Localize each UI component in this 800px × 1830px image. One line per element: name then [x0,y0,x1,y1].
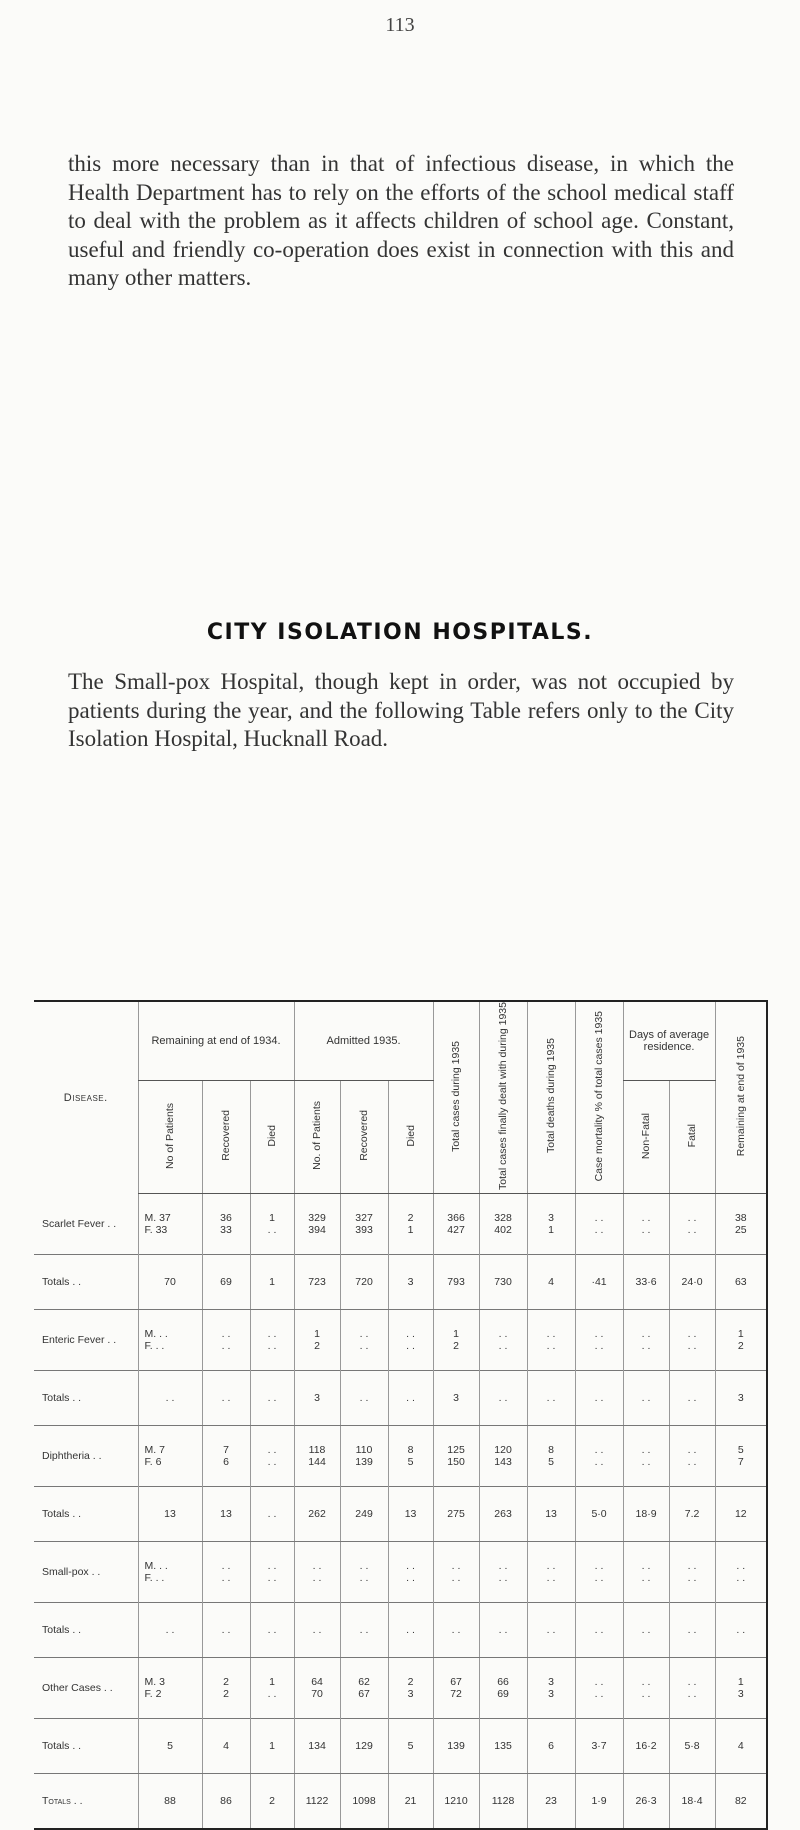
page-number: 113 [385,14,415,36]
table-cell: 110 [340,1425,388,1456]
table-cell: . . [669,1425,715,1456]
totals-row [34,1486,767,1541]
totals-cell: 18·9 [623,1486,669,1541]
totals-cell: 275 [433,1486,479,1541]
disease-name: Diphtheria . . [42,1449,102,1462]
table-cell: 70 [294,1688,340,1719]
totals-row [34,1370,767,1425]
table-cell: 427 [433,1224,479,1255]
non-fatal-header: Non-Fatal [623,1081,669,1194]
totals-cell: 13 [138,1486,202,1541]
totals-cell: 134 [294,1718,340,1773]
totals-cell: . . [715,1602,767,1657]
grand-totals-row [34,1773,767,1829]
totals-cell: . . [138,1370,202,1425]
table-row [34,1688,767,1719]
totals-cell: . . [250,1486,294,1541]
table-cell: 7 [715,1456,767,1487]
totals-cell: . . [250,1602,294,1657]
table-row [34,1340,767,1371]
grand-totals-cell: 1122 [294,1773,340,1829]
table-cell: M. 7 [138,1425,202,1456]
table-cell: 327 [340,1193,388,1224]
table-cell: . . [623,1657,669,1688]
table-cell: . . [575,1425,623,1456]
totals-cell: . . [433,1602,479,1657]
totals-cell: 24·0 [669,1254,715,1309]
table-cell: 328 [479,1193,527,1224]
totals-cell: . . [669,1370,715,1425]
totals-cell: . . [340,1370,388,1425]
totals-cell: . . [202,1602,250,1657]
table-cell: 3 [527,1193,575,1224]
totals-cell: 13 [202,1486,250,1541]
table-cell: . . [527,1309,575,1340]
totals-row [34,1718,767,1773]
remaining-patients-header: No of Patients [138,1081,202,1194]
totals-cell: 129 [340,1718,388,1773]
totals-cell: 5 [388,1718,433,1773]
table-cell: 1 [715,1309,767,1340]
table-cell: . . [479,1340,527,1371]
table-cell: . . [433,1541,479,1572]
table-cell: 66 [479,1657,527,1688]
table-cell: . . [715,1572,767,1603]
table-cell: . . [623,1456,669,1487]
table-cell: 1 [250,1657,294,1688]
table-row [34,1456,767,1487]
table-cell: . . [250,1572,294,1603]
disease-name: Enteric Fever . . [42,1333,117,1346]
table-cell: . . [669,1572,715,1603]
isolation-hospital-table [34,1000,768,1830]
table-cell: . . [623,1425,669,1456]
table-cell: . . [575,1456,623,1487]
grand-totals-cell: 21 [388,1773,433,1829]
intro-paragraph: this more necessary than in that of infectious disease, in which the Health Department has to rely on the efforts of the school medical staff to deal with the problem as it affects children of school age. Constant, useful and friendly co-operation does exist in connection with this and many other matters. [68,151,734,291]
table-cell: . . [250,1425,294,1456]
table-cell: 2 [202,1688,250,1719]
totals-cell: 16·2 [623,1718,669,1773]
totals-cell: 3 [433,1370,479,1425]
totals-cell: 63 [715,1254,767,1309]
totals-cell: 4 [527,1254,575,1309]
table-cell: . . [527,1541,575,1572]
totals-cell: 3 [294,1370,340,1425]
totals-cell: 70 [138,1254,202,1309]
table-row [34,1541,767,1572]
totals-label: Totals . . [34,1602,138,1657]
table-cell: 5 [388,1456,433,1487]
table-row [34,1193,767,1224]
table-cell: . . [479,1541,527,1572]
totals-label: Totals . . [34,1486,138,1541]
disease-name: Scarlet Fever . . [42,1217,117,1230]
totals-label: Totals . . [34,1718,138,1773]
table-cell: 2 [715,1340,767,1371]
grand-totals-cell: 2 [250,1773,294,1829]
grand-totals-cell: 1098 [340,1773,388,1829]
totals-label: Totals . . [34,1254,138,1309]
table-cell: 33 [202,1224,250,1255]
table-cell: M. . . [138,1309,202,1340]
table-cell: 3 [527,1688,575,1719]
table-row [34,1309,767,1340]
table-cell: . . [340,1572,388,1603]
totals-cell: . . [623,1602,669,1657]
totals-cell: 6 [527,1718,575,1773]
admitted-died-header: Died [388,1081,433,1194]
grand-totals-cell: 1210 [433,1773,479,1829]
table-cell: . . [669,1309,715,1340]
table-cell: F. 33 [138,1224,202,1255]
table-cell: . . [575,1688,623,1719]
table-cell: . . [623,1541,669,1572]
table-cell: . . [250,1688,294,1719]
table-cell: . . [575,1657,623,1688]
totals-cell: 249 [340,1486,388,1541]
totals-cell: 3 [388,1254,433,1309]
table-cell: . . [669,1688,715,1719]
table-cell: 8 [527,1425,575,1456]
table-cell: . . [623,1688,669,1719]
table-cell: . . [575,1309,623,1340]
totals-cell: 262 [294,1486,340,1541]
table-cell: . . [250,1456,294,1487]
totals-cell: 3·7 [575,1718,623,1773]
table-cell: . . [623,1193,669,1224]
table-cell: . . [388,1572,433,1603]
table-cell: . . [340,1541,388,1572]
table-cell: 1 [715,1657,767,1688]
table-cell: 25 [715,1224,767,1255]
table-body [34,1193,767,1829]
table-cell: 143 [479,1456,527,1487]
table-cell: . . [294,1572,340,1603]
totals-cell: . . [388,1602,433,1657]
totals-cell: 33·6 [623,1254,669,1309]
totals-cell: 730 [479,1254,527,1309]
table-cell: 38 [715,1193,767,1224]
table-cell: . . [715,1541,767,1572]
remaining-died-header: Died [250,1081,294,1194]
table-cell: . . [340,1309,388,1340]
totals-cell: ·41 [575,1254,623,1309]
table-cell: 3 [388,1688,433,1719]
table-cell: 3 [715,1688,767,1719]
table-cell: 1 [527,1224,575,1255]
totals-label: Totals . . [34,1370,138,1425]
totals-row [34,1254,767,1309]
admitted-recovered-header: Recovered [340,1081,388,1194]
totals-cell: 1 [250,1254,294,1309]
table-cell: 139 [340,1456,388,1487]
grand-totals-cell: 26·3 [623,1773,669,1829]
totals-cell: 69 [202,1254,250,1309]
table-cell: . . [669,1224,715,1255]
totals-cell: 5·0 [575,1486,623,1541]
table-cell: . . [623,1309,669,1340]
case-mortality-header: Case mortality % of total cases 1935 [575,1001,623,1193]
grand-totals-cell: 23 [527,1773,575,1829]
table-cell: 64 [294,1657,340,1688]
table-cell: 2 [202,1657,250,1688]
table-cell: M. . . [138,1541,202,1572]
totals-row [34,1602,767,1657]
table-cell: . . [527,1340,575,1371]
table-cell: 118 [294,1425,340,1456]
totals-cell: . . [669,1602,715,1657]
table-cell: . . [388,1340,433,1371]
table-cell: 1 [294,1309,340,1340]
table-cell: M. 3 [138,1657,202,1688]
table-cell: 1 [388,1224,433,1255]
table-cell: 8 [388,1425,433,1456]
totals-cell: . . [527,1602,575,1657]
grand-totals-cell: 1128 [479,1773,527,1829]
totals-cell: 793 [433,1254,479,1309]
totals-cell: . . [202,1370,250,1425]
table-cell: 67 [340,1688,388,1719]
totals-cell: 135 [479,1718,527,1773]
table-cell: F. . . [138,1572,202,1603]
table-cell: . . [527,1572,575,1603]
table-cell: . . [202,1309,250,1340]
totals-cell: 139 [433,1718,479,1773]
table-cell: . . [623,1340,669,1371]
table-cell: 394 [294,1224,340,1255]
totals-cell: . . [138,1602,202,1657]
totals-cell: . . [294,1602,340,1657]
totals-cell: . . [575,1602,623,1657]
section-heading: CITY ISOLATION HOSPITALS. [206,620,594,645]
table-cell: F. . . [138,1340,202,1371]
totals-cell: 4 [715,1718,767,1773]
totals-cell: 4 [202,1718,250,1773]
table-cell: F. 2 [138,1688,202,1719]
totals-cell: . . [575,1370,623,1425]
table-cell: 72 [433,1688,479,1719]
totals-cell: . . [250,1370,294,1425]
table-cell: . . [669,1541,715,1572]
table-row [34,1572,767,1603]
totals-cell: 3 [715,1370,767,1425]
table-cell: 5 [715,1425,767,1456]
totals-cell: 5 [138,1718,202,1773]
table-cell: 7 [202,1425,250,1456]
table-cell: . . [669,1657,715,1688]
totals-cell: . . [479,1370,527,1425]
table-cell: . . [575,1572,623,1603]
table-cell: 2 [388,1193,433,1224]
table-cell: 3 [527,1657,575,1688]
total-cases-header: Total cases during 1935 [433,1001,479,1193]
finally-dealt-header: Total cases finally dealt with during 1935 [479,1001,527,1193]
table-cell: . . [669,1456,715,1487]
table-cell: . . [669,1193,715,1224]
table-cell: . . [250,1309,294,1340]
table-cell: 5 [527,1456,575,1487]
totals-cell: 1 [250,1718,294,1773]
grand-totals-cell: 88 [138,1773,202,1829]
table-cell: 2 [388,1657,433,1688]
table-cell: 6 [202,1456,250,1487]
totals-cell: 7.2 [669,1486,715,1541]
table-row [34,1657,767,1688]
table-cell: . . [388,1309,433,1340]
grand-totals-label: Totals . . [34,1773,138,1829]
totals-cell: . . [527,1370,575,1425]
table-cell: . . [479,1572,527,1603]
table-cell: 2 [433,1340,479,1371]
table-cell: 62 [340,1657,388,1688]
isolation-hospital-table-container [34,1000,762,1830]
totals-cell: . . [340,1602,388,1657]
table-cell: 67 [433,1657,479,1688]
totals-cell: 5·8 [669,1718,715,1773]
admitted-patients-header: No. of Patients [294,1081,340,1194]
table-row [34,1224,767,1255]
fatal-header: Fatal [669,1081,715,1194]
table-cell: 144 [294,1456,340,1487]
totals-cell: 13 [388,1486,433,1541]
table-cell: 36 [202,1193,250,1224]
table-cell: 366 [433,1193,479,1224]
table-cell: . . [202,1340,250,1371]
table-cell: M. 37 [138,1193,202,1224]
table-cell: . . [388,1541,433,1572]
table-cell: . . [479,1309,527,1340]
disease-name: Small-pox . . [42,1565,101,1578]
totals-cell: 13 [527,1486,575,1541]
table-cell: . . [294,1541,340,1572]
table-cell: . . [623,1572,669,1603]
table-cell: 69 [479,1688,527,1719]
grand-totals-cell: 86 [202,1773,250,1829]
remaining-1934-header: Remaining at end of 1934. [138,1001,294,1081]
table-cell: 402 [479,1224,527,1255]
totals-cell: 263 [479,1486,527,1541]
table-cell: . . [575,1541,623,1572]
totals-cell: 723 [294,1254,340,1309]
table-cell: . . [340,1340,388,1371]
table-cell: 150 [433,1456,479,1487]
disease-column-header: Disease. [63,1091,108,1104]
totals-cell: . . [623,1370,669,1425]
hospital-paragraph: The Small-pox Hospital, though kept in order, was not occupied by patients during the year, and the following Table refers only to the City Isolation Hospital, Hucknall Road. [68,669,734,752]
totals-cell: . . [388,1370,433,1425]
table-cell: 125 [433,1425,479,1456]
table-cell: F. 6 [138,1456,202,1487]
grand-totals-cell: 1·9 [575,1773,623,1829]
table-cell: 1 [433,1309,479,1340]
totals-cell: 720 [340,1254,388,1309]
table-cell: 1 [250,1193,294,1224]
table-cell: . . [250,1541,294,1572]
table-cell: 329 [294,1193,340,1224]
table-cell: . . [202,1541,250,1572]
table-cell: . . [575,1193,623,1224]
table-cell: . . [250,1224,294,1255]
table-cell: . . [202,1572,250,1603]
table-cell: 120 [479,1425,527,1456]
table-cell: . . [575,1340,623,1371]
disease-name: Other Cases . . [42,1681,113,1694]
totals-cell: 12 [715,1486,767,1541]
table-cell: 2 [294,1340,340,1371]
table-cell: 393 [340,1224,388,1255]
table-cell: . . [623,1224,669,1255]
table-row [34,1425,767,1456]
table-cell: . . [669,1340,715,1371]
table-cell: . . [250,1340,294,1371]
grand-totals-cell: 82 [715,1773,767,1829]
table-cell: . . [433,1572,479,1603]
remaining-1935-header: Remaining at end of 1935 [715,1001,767,1193]
grand-totals-cell: 18·4 [669,1773,715,1829]
totals-cell: . . [479,1602,527,1657]
admitted-1935-header: Admitted 1935. [294,1001,433,1081]
remaining-recovered-header: Recovered [202,1081,250,1194]
table-cell: . . [575,1224,623,1255]
total-deaths-header: Total deaths during 1935 [527,1001,575,1193]
days-residence-header: Days of average residence. [623,1001,715,1081]
